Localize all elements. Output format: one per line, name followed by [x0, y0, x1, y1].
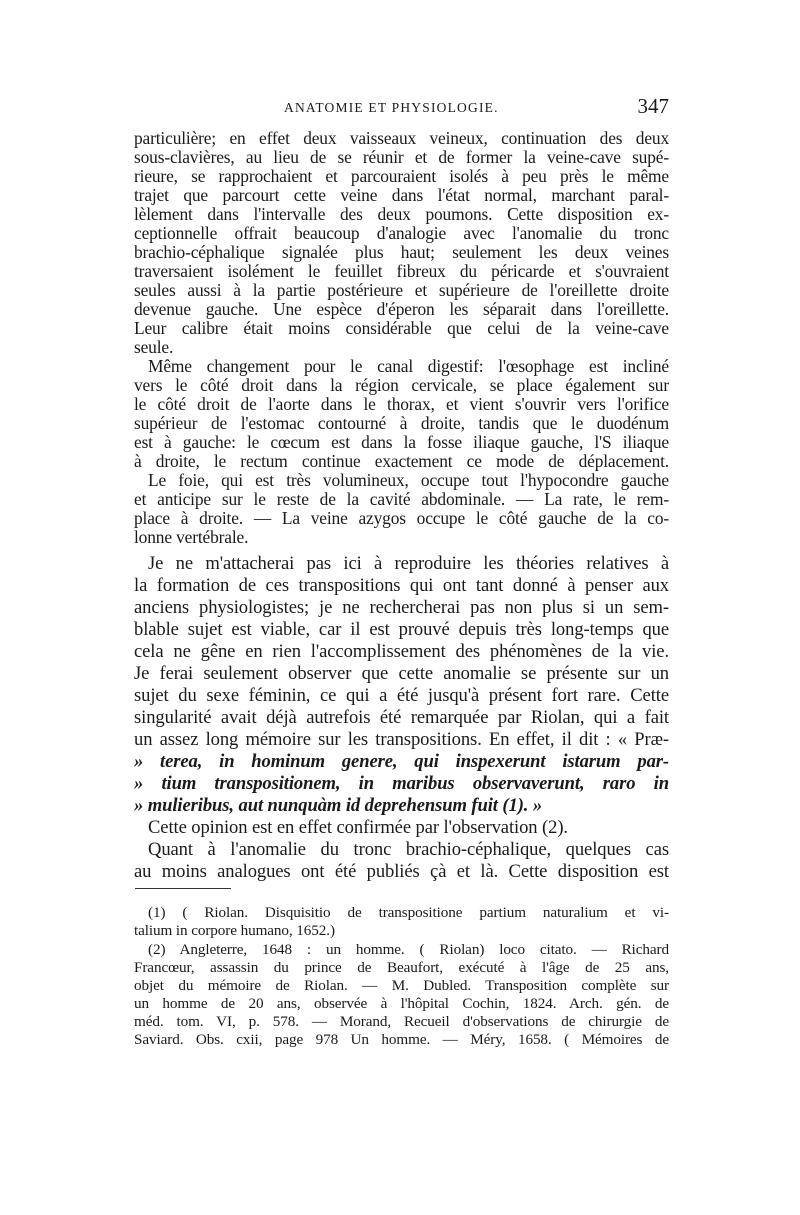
body-line: » mulieribus, aut nunquàm id deprehensum fuit (1). »	[134, 795, 543, 816]
body-line: est à gauche: le cœcum est dans la fosse iliaque gauche, l'S iliaque	[134, 432, 669, 452]
body-line: blable sujet est viable, car il est prouvé depuis très long-temps que	[134, 619, 669, 640]
body-line: place à droite. — La veine azygos occupe le côté gauche de la co-	[134, 508, 669, 528]
body-line: » tium transpositionem, in maribus observaverunt, raro in	[134, 773, 669, 794]
footnote-line: un homme de 20 ans, observée à l'hôpital Cochin, 1824. Arch. gén. de	[134, 995, 669, 1012]
body-line: lonne vertébrale.	[134, 527, 249, 547]
body-line: et anticipe sur le reste de la cavité abdominale. — La rate, le rem-	[134, 489, 669, 509]
body-line: Quant à l'anomalie du tronc brachio-céphalique, quelques cas	[148, 839, 669, 860]
body-line: sous-clavières, au lieu de se réunir et de former la veine-cave supé-	[134, 147, 669, 167]
body-line: Je ferai seulement observer que cette anomalie se présente sur un	[134, 663, 669, 684]
running-head: ANATOMIE ET PHYSIOLOGIE.	[284, 100, 499, 115]
body-line: ceptionnelle offrait beaucoup d'analogie avec l'anomalie du tronc	[134, 223, 669, 243]
footnote-line: (2) Angleterre, 1648 : un homme. ( Riolan) loco citato. — Richard	[148, 941, 669, 958]
page-number: 347	[637, 94, 669, 118]
body-line: singularité avait déjà autrefois été remarquée par Riolan, qui a fait	[134, 707, 669, 728]
body-line: un assez long mémoire sur les transpositions. En effet, il dit : « Præ-	[134, 729, 669, 750]
body-line: Leur calibre était moins considérable que celui de la veine-cave	[134, 318, 669, 338]
body-line: à droite, le rectum continue exactement ce mode de déplacement.	[134, 451, 669, 471]
body-line: trajet que parcourt cette veine dans l'état normal, marchant paral-	[134, 185, 669, 205]
body-line: anciens physiologistes; je ne rechercherai pas non plus si un sem-	[134, 597, 669, 618]
footnote-line: objet du mémoire de Riolan. — M. Dubled. Transposition complète sur	[134, 977, 669, 994]
footnote-line: Francœur, assassin du prince de Beaufort, exécuté à l'âge de 25 ans,	[134, 959, 669, 976]
body-line: traversaient isolément le feuillet fibreux du péricarde et s'ouvraient	[134, 261, 669, 281]
body-line: Je ne m'attacherai pas ici à reproduire les théories relatives à	[148, 553, 669, 574]
body-line: » terea, in hominum genere, qui inspexerunt istarum par-	[134, 751, 669, 772]
body-line: seule.	[134, 337, 174, 357]
body-line: vers le côté droit dans la région cervicale, se place également sur	[134, 375, 669, 395]
footnote-line: Saviard. Obs. cxii, page 978 Un homme. — Méry, 1658. ( Mémoires de	[134, 1031, 669, 1048]
footnote-separator	[135, 888, 231, 889]
body-line: brachio-céphalique signalée plus haut; seulement les deux veines	[134, 242, 669, 262]
footnote-line: méd. tom. VI, p. 578. — Morand, Recueil d'observations de chirurgie de	[134, 1013, 669, 1030]
body-line: Même changement pour le canal digestif: l'œsophage est incliné	[148, 356, 669, 376]
body-line: Cette opinion est en effet confirmée par l'observation (2).	[148, 817, 568, 838]
body-line: sujet du sexe féminin, ce qui a été jusqu'à présent fort rare. Cette	[134, 685, 669, 706]
page-header	[134, 94, 669, 124]
body-line: la formation de ces transpositions qui ont tant donné à penser aux	[134, 575, 669, 596]
body-line: Le foie, qui est très volumineux, occupe tout l'hypocondre gauche	[148, 470, 669, 490]
footnote-line: (1) ( Riolan. Disquisitio de transpositione partium naturalium et vi-	[148, 904, 669, 921]
body-line: au moins analogues ont été publiés çà et là. Cette disposition est	[134, 861, 669, 882]
body-line: seules aussi à la partie postérieure et supérieure de l'oreillette droite	[134, 280, 669, 300]
body-line: rieure, se rapprochaient et parcouraient isolés à peu près le même	[134, 166, 669, 186]
body-line: cela ne gêne en rien l'accomplissement des phénomènes de la vie.	[134, 641, 669, 662]
body-line: devenue gauche. Une espèce d'éperon les séparait dans l'oreillette.	[134, 299, 669, 319]
body-line: particulière; en effet deux vaisseaux veineux, continuation des deux	[134, 128, 669, 148]
body-line: le côté droit de l'aorte dans le thorax, et vient s'ouvrir vers l'orifice	[134, 394, 669, 414]
body-line: lèlement dans l'intervalle des deux poumons. Cette disposition ex-	[134, 204, 669, 224]
footnote-line: talium in corpore humano, 1652.)	[134, 922, 335, 939]
body-line: supérieur de l'estomac contourné à droite, tandis que le duodénum	[134, 413, 669, 433]
